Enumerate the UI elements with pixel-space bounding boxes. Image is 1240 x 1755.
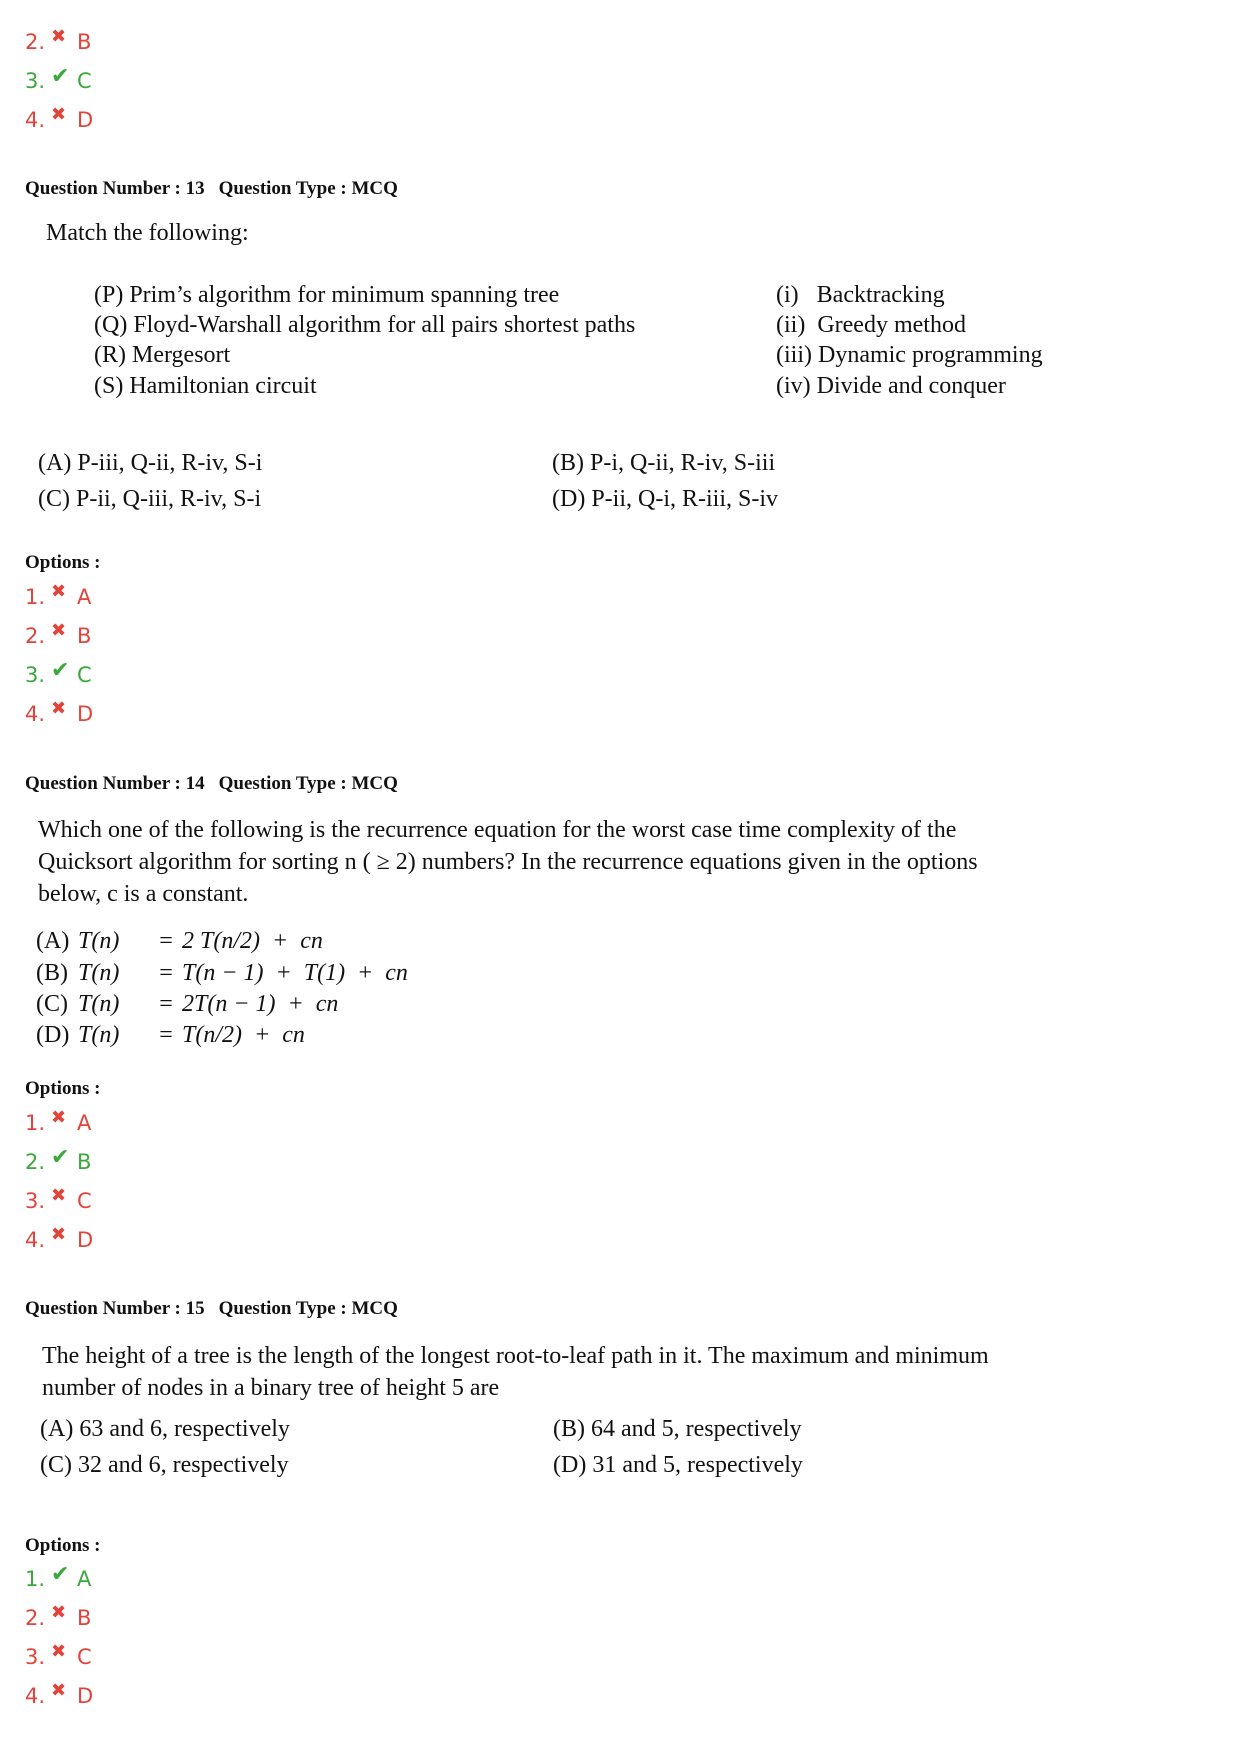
option-row [25,1603,91,1633]
choice-label: (D) [36,1022,70,1048]
option-number: 3. [25,69,46,93]
option-number: 1. [25,1111,46,1135]
match-right-item: (ii) Greedy method [776,312,966,338]
answer-choice: (C) 32 and 6, respectively [40,1452,289,1478]
options-label: Options : [25,1535,101,1556]
option-number: 2. [25,30,46,54]
option-row [25,1225,93,1255]
answer-choice: (B) P-i, Q-ii, R-iv, S-iii [552,450,776,476]
option-letter: D [77,108,94,132]
cross-icon: ✖ [51,104,67,125]
equals-sign: = [159,1022,173,1048]
option-number: 2. [25,624,46,648]
options-label: Options : [25,1078,101,1099]
choice-lhs: T(n) [78,928,120,954]
equals-sign: = [159,928,173,954]
choice-lhs: T(n) [78,991,120,1017]
option-row [25,1564,91,1594]
option-row [25,582,91,612]
prompt-line: Quicksort algorithm for sorting n ( ≥ 2) numbers? In the recurrence equations given in the options [38,849,978,875]
answer-choice: (C) P-ii, Q-iii, R-iv, S-i [38,486,262,512]
option-letter: B [77,1606,92,1630]
question-number: Question Number : 14 [25,773,205,794]
question-prompt [42,1340,1106,1404]
cross-icon: ✖ [51,1602,67,1623]
option-row [25,66,92,96]
option-row [25,1186,92,1216]
option-row [25,105,93,135]
match-left-item: (R) Mergesort [94,342,231,368]
option-number: 2. [25,1150,46,1174]
option-letter: C [77,1189,92,1213]
answer-choice: (B) 64 and 5, respectively [553,1416,802,1442]
option-letter: D [77,1684,94,1708]
option-letter: D [77,702,94,726]
question-type: Question Type : MCQ [218,178,398,199]
check-icon: ✔ [51,1145,70,1170]
option-row [25,27,91,57]
check-icon: ✔ [51,64,70,89]
question-number: Question Number : 15 [25,1298,205,1319]
question-header [25,1298,398,1320]
cross-icon: ✖ [51,1185,67,1206]
option-number: 1. [25,585,46,609]
prompt-line: Which one of the following is the recurrence equation for the worst case time complexity of the [38,817,957,843]
equals-sign: = [159,960,173,986]
option-letter: A [77,585,92,609]
option-number: 4. [25,1684,46,1708]
prompt-line: number of nodes in a binary tree of height 5 are [42,1375,500,1401]
choice-rhs: T(n − 1) + T(1) + cn [182,960,408,986]
option-row [25,1147,91,1177]
option-number: 4. [25,702,46,726]
option-row [25,660,92,690]
cross-icon: ✖ [51,1641,67,1662]
option-number: 4. [25,108,46,132]
option-letter: B [77,30,92,54]
cross-icon: ✖ [51,620,67,641]
option-number: 3. [25,663,46,687]
option-letter: B [77,624,92,648]
question-header [25,178,398,200]
choice-label: (C) [36,991,68,1017]
match-left-item: (S) Hamiltonian circuit [94,373,317,399]
option-number: 2. [25,1606,46,1630]
match-right-item: (iv) Divide and conquer [776,373,1006,399]
choice-rhs: 2 T(n/2) + cn [182,928,323,954]
option-letter: C [77,1645,92,1669]
answer-choice: (D) 31 and 5, respectively [553,1452,803,1478]
option-number: 3. [25,1189,46,1213]
cross-icon: ✖ [51,1224,67,1245]
question-prompt: Match the following: [46,220,249,246]
check-icon: ✔ [51,1562,70,1587]
question-prompt [38,814,1108,910]
question-type: Question Type : MCQ [218,773,398,794]
answer-choice: (A) P-iii, Q-ii, R-iv, S-i [38,450,263,476]
option-letter: D [77,1228,94,1252]
option-row [25,1642,92,1672]
prompt-line: below, c is a constant. [38,881,249,907]
option-number: 4. [25,1228,46,1252]
question-header [25,773,398,795]
option-row [25,1108,91,1138]
question-type: Question Type : MCQ [218,1298,398,1319]
answer-choice [36,991,338,1018]
choice-rhs: 2T(n − 1) + cn [182,991,339,1017]
choice-rhs: T(n/2) + cn [182,1022,305,1048]
equals-sign: = [159,991,173,1017]
choice-label: (B) [36,960,68,986]
choice-label: (A) [36,928,70,954]
answer-choice: (A) 63 and 6, respectively [40,1416,290,1442]
prompt-line: The height of a tree is the length of the longest root-to-leaf path in it. The maximum and minimum [42,1343,989,1369]
option-row [25,699,93,729]
match-right-item: (iii) Dynamic programming [776,342,1043,368]
answer-choice [36,928,323,955]
check-icon: ✔ [51,658,70,683]
option-number: 1. [25,1567,46,1591]
match-left-item: (P) Prim’s algorithm for minimum spanning tree [94,282,560,308]
choice-lhs: T(n) [78,1022,120,1048]
option-letter: C [77,663,92,687]
option-row [25,1681,93,1711]
option-number: 3. [25,1645,46,1669]
answer-choice: (D) P-ii, Q-i, R-iii, S-iv [552,486,778,512]
cross-icon: ✖ [51,26,67,47]
options-label: Options : [25,552,101,573]
answer-choice [36,1022,305,1049]
cross-icon: ✖ [51,1107,67,1128]
option-letter: A [77,1111,92,1135]
match-right-item: (i) Backtracking [776,282,945,308]
cross-icon: ✖ [51,698,67,719]
cross-icon: ✖ [51,1680,67,1701]
option-row [25,621,91,651]
option-letter: A [77,1567,92,1591]
question-number: Question Number : 13 [25,178,205,199]
choice-lhs: T(n) [78,960,120,986]
answer-choice [36,960,408,987]
option-letter: B [77,1150,92,1174]
cross-icon: ✖ [51,581,67,602]
option-letter: C [77,69,92,93]
match-left-item: (Q) Floyd-Warshall algorithm for all pairs shortest paths [94,312,636,338]
